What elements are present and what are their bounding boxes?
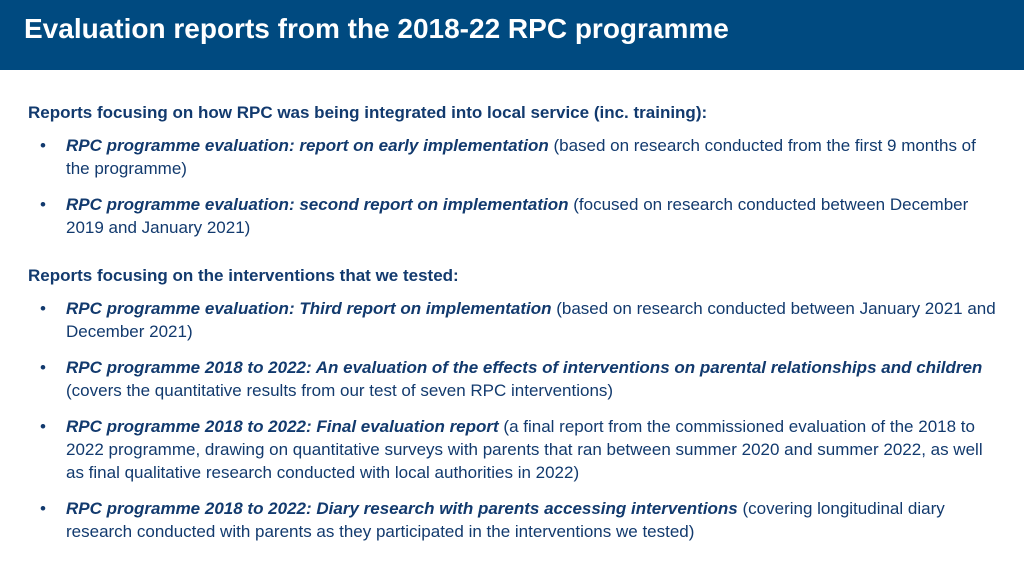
report-description: (covers the quantitative results from our test of seven RPC interventions): [66, 381, 614, 400]
integration-reports-list: [28, 134, 998, 239]
list-item: [28, 134, 998, 180]
report-description: (focused on research conducted between December 2019 and January 2021): [66, 195, 969, 237]
list-item: [28, 193, 998, 239]
list-item: [28, 415, 998, 484]
report-description: (based on research conducted between January 2021 and December 2021): [66, 299, 996, 341]
title-bar: [0, 0, 1024, 70]
bullet-icon: •: [40, 195, 46, 214]
list-item: [28, 497, 998, 543]
list-item: [28, 297, 998, 343]
report-title: RPC programme 2018 to 2022: Diary research with parents accessing interventions: [66, 499, 738, 518]
bullet-icon: •: [40, 499, 46, 518]
section-heading-integration: Reports focusing on how RPC was being integrated into local service (inc. training):: [28, 103, 708, 122]
bullet-icon: •: [40, 136, 46, 155]
slide-body: [28, 101, 998, 543]
list-item: [28, 356, 998, 402]
report-title: RPC programme 2018 to 2022: Final evaluation report: [66, 417, 499, 436]
report-description: (covering longitudinal diary research conducted with parents as they participated in the interventions we tested): [66, 499, 945, 541]
report-description: (based on research conducted from the first 9 months of the programme): [66, 136, 976, 178]
report-title: RPC programme evaluation: report on early implementation: [66, 136, 549, 155]
report-title: RPC programme 2018 to 2022: An evaluation of the effects of interventions on parental relationships and children: [66, 358, 983, 377]
section-heading-interventions: Reports focusing on the interventions that we tested:: [28, 266, 459, 285]
report-description: (a final report from the commissioned evaluation of the 2018 to 2022 programme, drawing on quantitative surveys with parents that ran between summer 2020 and summer 2022, as well as final qualitative research conducted with local authorities in 2022): [66, 417, 983, 482]
bullet-icon: •: [40, 417, 46, 436]
slide-title: Evaluation reports from the 2018-22 RPC programme: [24, 13, 729, 44]
bullet-icon: •: [40, 299, 46, 318]
intervention-reports-list: [28, 297, 998, 543]
bullet-icon: •: [40, 358, 46, 377]
report-title: RPC programme evaluation: Third report on implementation: [66, 299, 552, 318]
report-title: RPC programme evaluation: second report on implementation: [66, 195, 569, 214]
